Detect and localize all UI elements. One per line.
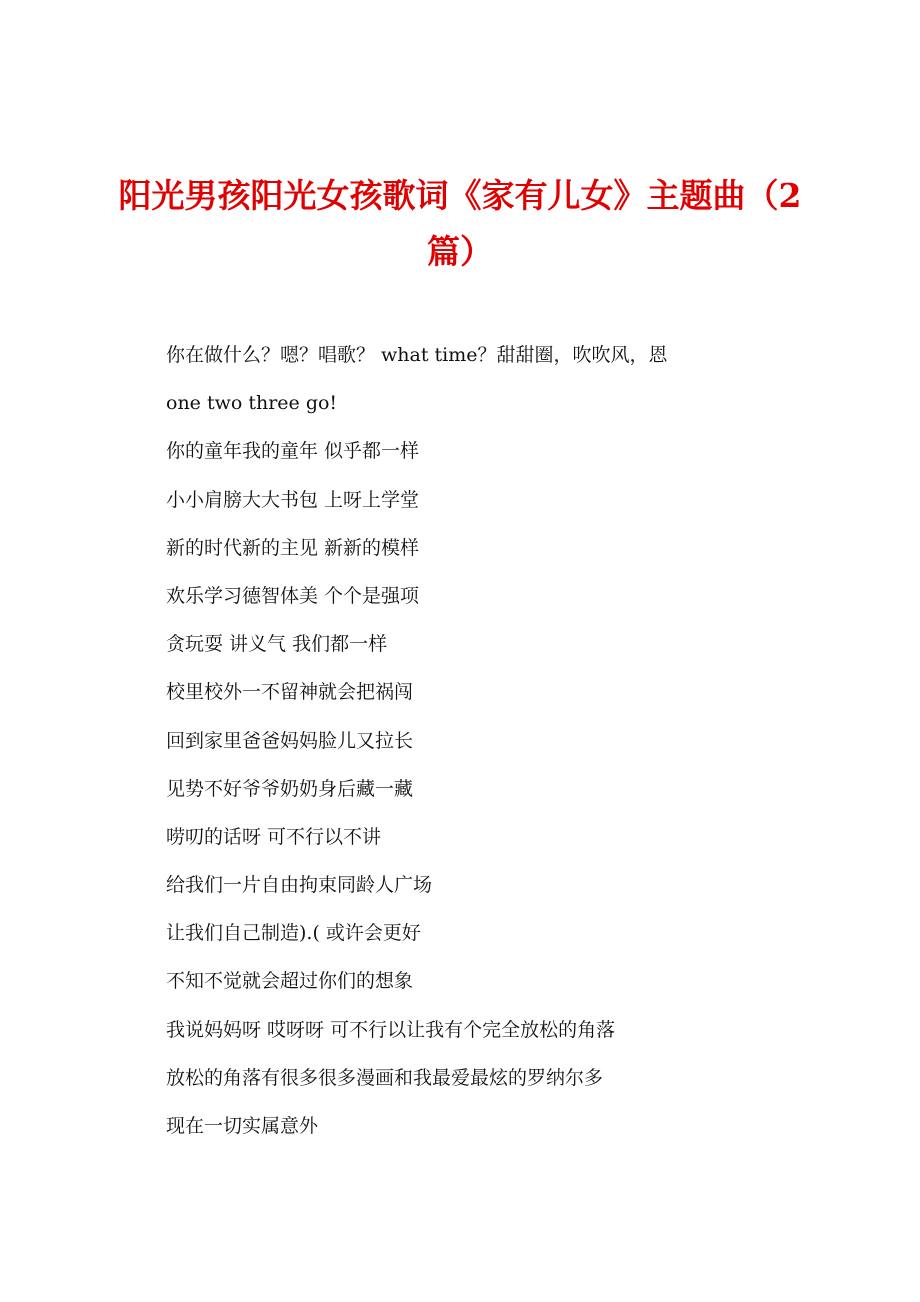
lyric-line: 贪玩耍 讲义气 我们都一样 — [166, 633, 388, 656]
lyric-line: 小小肩膀大大书包 上呀上学堂 — [166, 488, 420, 511]
lyric-line: one two three go! — [166, 392, 338, 415]
lyrics-list — [166, 331, 806, 1150]
lyric-line: 让我们自己制造).( 或许会更好 — [166, 922, 421, 945]
lyric-line: 新的时代新的主见 新新的模样 — [166, 536, 420, 559]
lyric-line: 你在做什么？嗯？唱歌？ what time？甜甜圈，吹吹风，恩 — [166, 344, 668, 366]
lyric-line: 不知不觉就会超过你们的想象 — [166, 970, 414, 993]
lyric-line: 你的童年我的童年 似乎都一样 — [166, 440, 420, 463]
lyric-line: 唠叨的话呀 可不行以不讲 — [166, 825, 382, 848]
lyric-line: 现在一切实属意外 — [166, 1115, 319, 1137]
document-title: 阳光男孩阳光女孩歌词《家有儿女》主题曲（2篇） — [118, 176, 802, 271]
lyric-line: 回到家里爸爸妈妈脸儿又拉长 — [166, 729, 414, 752]
lyric-line: 放松的角落有很多很多漫画和我最爱最炫的罗纳尔多 — [166, 1066, 604, 1089]
lyric-line: 见势不好爷爷奶奶身后藏一藏 — [166, 777, 414, 800]
lyric-line: 欢乐学习德智体美 个个是强项 — [166, 584, 420, 607]
lyric-line: 校里校外一不留神就会把祸闯 — [166, 681, 414, 704]
lyric-line: 我说妈妈呀 哎呀呀 可不行以让我有个完全放松的角落 — [166, 1018, 616, 1041]
lyric-line: 给我们一片自由拘束同龄人广场 — [166, 874, 433, 897]
